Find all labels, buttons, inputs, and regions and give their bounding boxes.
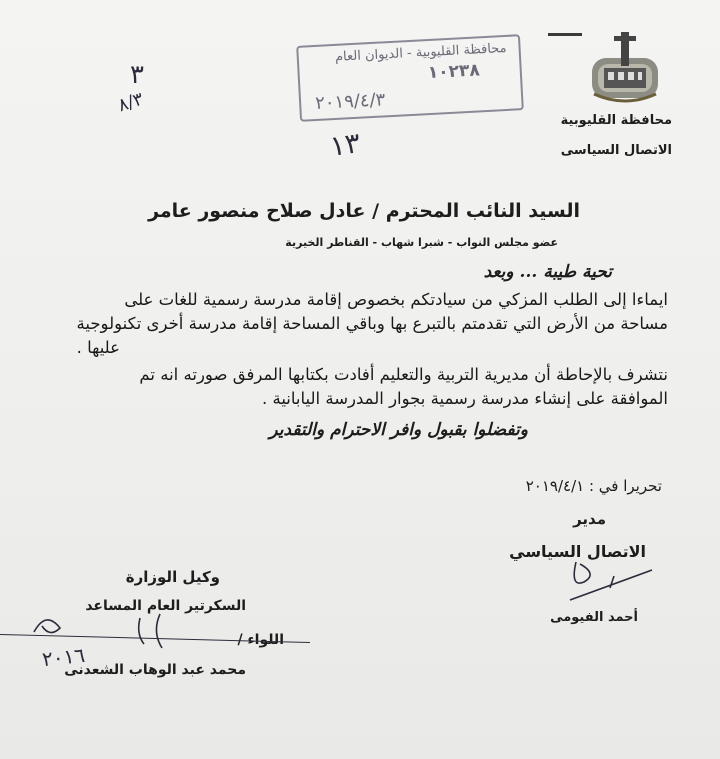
body-p1-line2: مساحة من الأرض التي تقدمتم بالتبرع بها وباقي المساحة إقامة مدرسة أخرى تكنولوجية: [76, 314, 668, 333]
body-p1-line1: ايماءا إلى الطلب المزكي من سيادتكم بخصوص إقامة مدرسة رسمية للغات على: [124, 290, 668, 309]
greeting: تحية طيبة ... وبعد: [483, 262, 612, 282]
signatory-department: الاتصال السياسي: [509, 542, 646, 561]
incoming-stamp: [296, 34, 524, 122]
body-p2-line1: نتشرف بالإحاطة أن مديرية التربية والتعليم أفادت بكتابها المرفق صورته انه تم: [139, 365, 668, 384]
undersecretary-role: وكيل الوزارة: [125, 568, 220, 586]
right-signature: [540, 548, 660, 604]
closing-line: وتفضلوا بقبول وافر الاحترام والتقدير: [269, 420, 528, 440]
addressee-name: السيد النائب المحترم / عادل صلاح منصور عامر: [148, 200, 580, 222]
stamp-number: ١٠٢٣٨: [427, 60, 481, 84]
signatory-name: أحمد الفيومى: [550, 610, 638, 625]
handwritten-number: ٣: [130, 60, 144, 90]
governorate-logo: [588, 28, 662, 106]
undersecretary-name: محمد عبد الوهاب الشعدنى: [64, 662, 246, 678]
governorate-name: محافظة القليوبية: [560, 113, 672, 128]
body-p1-line3: عليها .: [76, 338, 120, 357]
handwritten-center-number: ١٣: [327, 126, 363, 163]
stamp-title: محافظة القليوبية - الديوان العام: [334, 40, 507, 65]
left-signature: [20, 604, 180, 684]
department-name: الاتصال السياسى: [560, 143, 672, 158]
left-handwritten-number: ٢٠١٦: [40, 642, 87, 672]
header-dash: [548, 33, 582, 36]
stamp-date: ٢٠١٩/٤/٣: [314, 89, 386, 114]
signatory-role: مدير: [573, 510, 606, 528]
body-p2-line2: الموافقة على إنشاء مدرسة رسمية بجوار المدرسة اليابانية .: [261, 389, 668, 408]
letter-date: تحريرا في : ٢٠١٩/٤/١: [525, 477, 662, 495]
undersecretary-title: السكرتير العام المساعد: [85, 598, 246, 614]
handwritten-note: ٨/٣: [115, 88, 147, 117]
undersecretary-rank: اللواء /: [237, 632, 284, 648]
addressee-title: عضو مجلس النواب - شبرا شهاب - القناطر الخيرية: [285, 236, 558, 249]
